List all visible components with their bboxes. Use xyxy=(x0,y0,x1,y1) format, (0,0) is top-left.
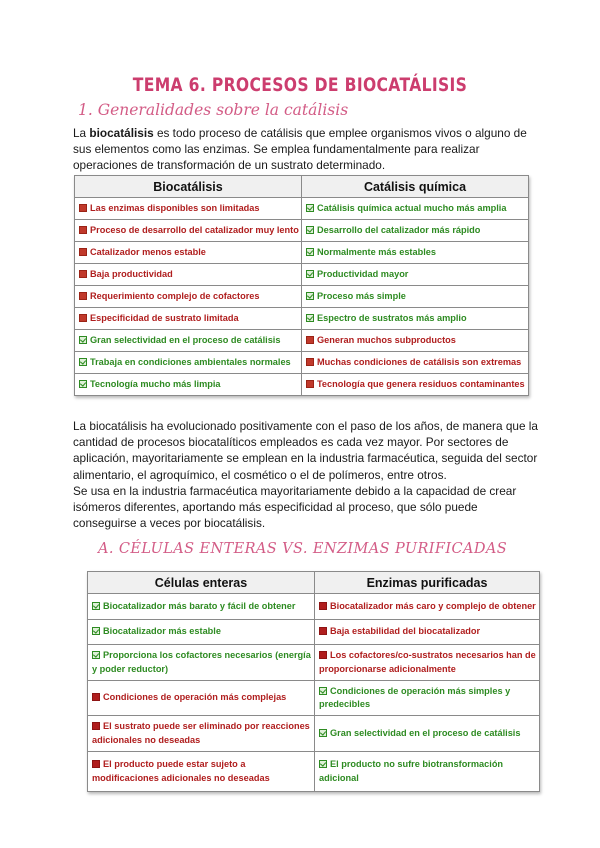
cell-text: Gran selectividad en el proceso de catálisis xyxy=(90,334,281,345)
checkbox-crossed-icon xyxy=(79,248,87,256)
checkbox-checked-icon xyxy=(306,248,314,256)
intro-term: biocatálisis xyxy=(89,126,154,140)
checkbox-crossed-icon xyxy=(306,380,314,388)
intro-rest: es todo proceso de catálisis que emplee organismos vivos o alguno de sus elementos como las enzimas. Se emplea fundamentalmente para realizar operaciones de transformación de un sustrato determinado. xyxy=(73,126,527,173)
checkbox-crossed-icon xyxy=(79,292,87,300)
table-header-row xyxy=(88,572,540,594)
cell-text: Baja estabilidad del biocatalizador xyxy=(330,626,481,637)
table-row xyxy=(88,681,540,716)
paragraph: La biocatálisis ha evolucionado positivamente con el paso de los años, de manera que la cantidad de procesos biocatalíticos empleados es cada vez mayor. Por sectores de aplicación, mayoritariamente se emplean en la industria farmacéutica, seguida del sector alimentario, el agroquímico, el cosmético o el de polímeros, entre otros. xyxy=(73,419,538,482)
cell-text: Condiciones de operación más complejas xyxy=(103,692,287,703)
table-cell-left xyxy=(75,220,302,242)
table-cell-left xyxy=(75,308,302,330)
checkbox-checked-icon xyxy=(306,226,314,234)
table-cell-left xyxy=(75,374,302,396)
cell-text: Muchas condiciones de catálisis son extremas xyxy=(317,356,522,367)
table-cell-right xyxy=(302,330,529,352)
cell-text: Proceso de desarrollo del catalizador muy lento xyxy=(90,224,299,235)
table-cell-left xyxy=(75,286,302,308)
checkbox-crossed-icon xyxy=(306,336,314,344)
cell-text: Productividad mayor xyxy=(317,268,409,279)
checkbox-checked-icon xyxy=(79,380,87,388)
checkbox-crossed-icon xyxy=(306,358,314,366)
cell-text: El producto no sufre biotransformación adicional xyxy=(319,759,504,783)
checkbox-checked-icon xyxy=(319,729,327,737)
red-square-icon xyxy=(92,760,100,768)
checkbox-checked-icon xyxy=(79,358,87,366)
table-cell-right xyxy=(302,198,529,220)
table-cell-right xyxy=(315,594,540,620)
page-title: TEMA 6. PROCESOS DE BIOCATÁLISIS xyxy=(132,74,468,96)
table-row xyxy=(88,645,540,681)
cell-text: Gran selectividad en el proceso de catálisis xyxy=(330,727,521,738)
table-cell-right xyxy=(302,242,529,264)
cell-text: Especificidad de sustrato limitada xyxy=(90,312,239,323)
checkbox-crossed-icon xyxy=(79,270,87,278)
table-cell-left xyxy=(88,681,315,716)
table-header-row xyxy=(75,176,529,198)
table-row xyxy=(75,286,529,308)
cell-text: Tecnología mucho más limpia xyxy=(90,378,221,389)
table-row xyxy=(75,220,529,242)
checkbox-checked-icon xyxy=(92,602,100,610)
red-square-icon xyxy=(319,627,327,635)
cell-text: Trabaja en condiciones ambientales normales xyxy=(90,356,291,367)
table-cell-right xyxy=(315,716,540,752)
cell-text: Baja productividad xyxy=(90,268,173,279)
table-cell-right xyxy=(302,286,529,308)
table-celulas-vs-enzimas xyxy=(87,571,540,792)
table-cell-left xyxy=(88,716,315,752)
intro-prefix: La xyxy=(73,126,90,140)
checkbox-checked-icon xyxy=(319,760,327,768)
table-row xyxy=(75,330,529,352)
table-cell-left xyxy=(75,264,302,286)
cell-text: El producto puede estar sujeto a modificaciones adicionales no deseadas xyxy=(92,759,270,783)
column-header: Células enteras xyxy=(88,572,315,594)
table-cell-left xyxy=(75,330,302,352)
red-square-icon xyxy=(92,722,100,730)
checkbox-checked-icon xyxy=(306,314,314,322)
cell-text: Proporciona los cofactores necesarios (energía y poder reductor) xyxy=(92,650,311,674)
cell-text: Desarrollo del catalizador más rápido xyxy=(317,224,481,235)
checkbox-checked-icon xyxy=(92,651,100,659)
cell-text: Biocatalizador más barato y fácil de obtener xyxy=(103,600,296,611)
table-cell-left xyxy=(75,352,302,374)
cell-text: Biocatalizador más caro y complejo de obtener xyxy=(330,600,536,611)
red-square-icon xyxy=(319,651,327,659)
checkbox-crossed-icon xyxy=(79,314,87,322)
checkbox-checked-icon xyxy=(306,292,314,300)
table-biocatalisis-vs-quimica xyxy=(74,175,529,396)
cell-text: El sustrato puede ser eliminado por reacciones adicionales no deseadas xyxy=(92,721,310,745)
table-cell-left xyxy=(88,752,315,792)
table-row xyxy=(75,352,529,374)
checkbox-checked-icon xyxy=(319,687,327,695)
table-row xyxy=(88,752,540,792)
table-cell-left xyxy=(75,242,302,264)
checkbox-crossed-icon xyxy=(79,204,87,212)
checkbox-crossed-icon xyxy=(79,226,87,234)
checkbox-checked-icon xyxy=(306,204,314,212)
table-cell-right xyxy=(302,374,529,396)
table-row xyxy=(75,308,529,330)
table-cell-right xyxy=(302,264,529,286)
table-row xyxy=(88,594,540,620)
table-row xyxy=(75,374,529,396)
checkbox-checked-icon xyxy=(79,336,87,344)
table-row xyxy=(88,716,540,752)
body-paragraphs xyxy=(73,418,538,531)
paragraph: Se usa en la industria farmacéutica mayoritariamente debido a la capacidad de crear isómeros diferentes, aportando más especificidad al proceso, que sólo puede conseguirse a veces por biocatálisis. xyxy=(73,483,517,531)
table-row xyxy=(75,198,529,220)
cell-text: Requerimiento complejo de cofactores xyxy=(90,290,260,301)
table-cell-left xyxy=(88,620,315,645)
cell-text: Catálisis química actual mucho más amplia xyxy=(317,202,507,213)
checkbox-checked-icon xyxy=(92,627,100,635)
cell-text: Proceso más simple xyxy=(317,290,406,301)
cell-text: Tecnología que genera residuos contaminantes xyxy=(317,378,525,389)
column-header: Enzimas purificadas xyxy=(315,572,540,594)
table-cell-right xyxy=(315,620,540,645)
table-row xyxy=(88,620,540,645)
intro-paragraph xyxy=(73,125,533,174)
checkbox-checked-icon xyxy=(306,270,314,278)
cell-text: Espectro de sustratos más amplio xyxy=(317,312,467,323)
cell-text: Las enzimas disponibles son limitadas xyxy=(90,202,260,213)
red-square-icon xyxy=(319,602,327,610)
table-row xyxy=(75,264,529,286)
table-cell-right xyxy=(302,308,529,330)
table-cell-left xyxy=(88,645,315,681)
cell-text: Catalizador menos estable xyxy=(90,246,206,257)
cell-text: Los cofactores/co-sustratos necesarios han de proporcionarse adicionalmente xyxy=(319,650,536,674)
table-cell-right xyxy=(315,645,540,681)
cell-text: Generan muchos subproductos xyxy=(317,334,456,345)
table-cell-left xyxy=(75,198,302,220)
table-cell-right xyxy=(315,752,540,792)
table-row xyxy=(75,242,529,264)
table-cell-left xyxy=(88,594,315,620)
cell-text: Biocatalizador más estable xyxy=(103,626,221,637)
cell-text: Normalmente más estables xyxy=(317,246,436,257)
table-cell-right xyxy=(302,220,529,242)
section-heading-celulas-vs-enzimas: A. CÉLULAS ENTERAS VS. ENZIMAS PURIFICADAS xyxy=(98,541,508,557)
red-square-icon xyxy=(92,693,100,701)
column-header: Biocatálisis xyxy=(75,176,302,198)
cell-text: Condiciones de operación más simples y predecibles xyxy=(319,685,511,709)
section-heading-generalidades: 1. Generalidades sobre la catálisis xyxy=(78,101,349,119)
table-cell-right xyxy=(302,352,529,374)
column-header: Catálisis química xyxy=(302,176,529,198)
table-cell-right xyxy=(315,681,540,716)
